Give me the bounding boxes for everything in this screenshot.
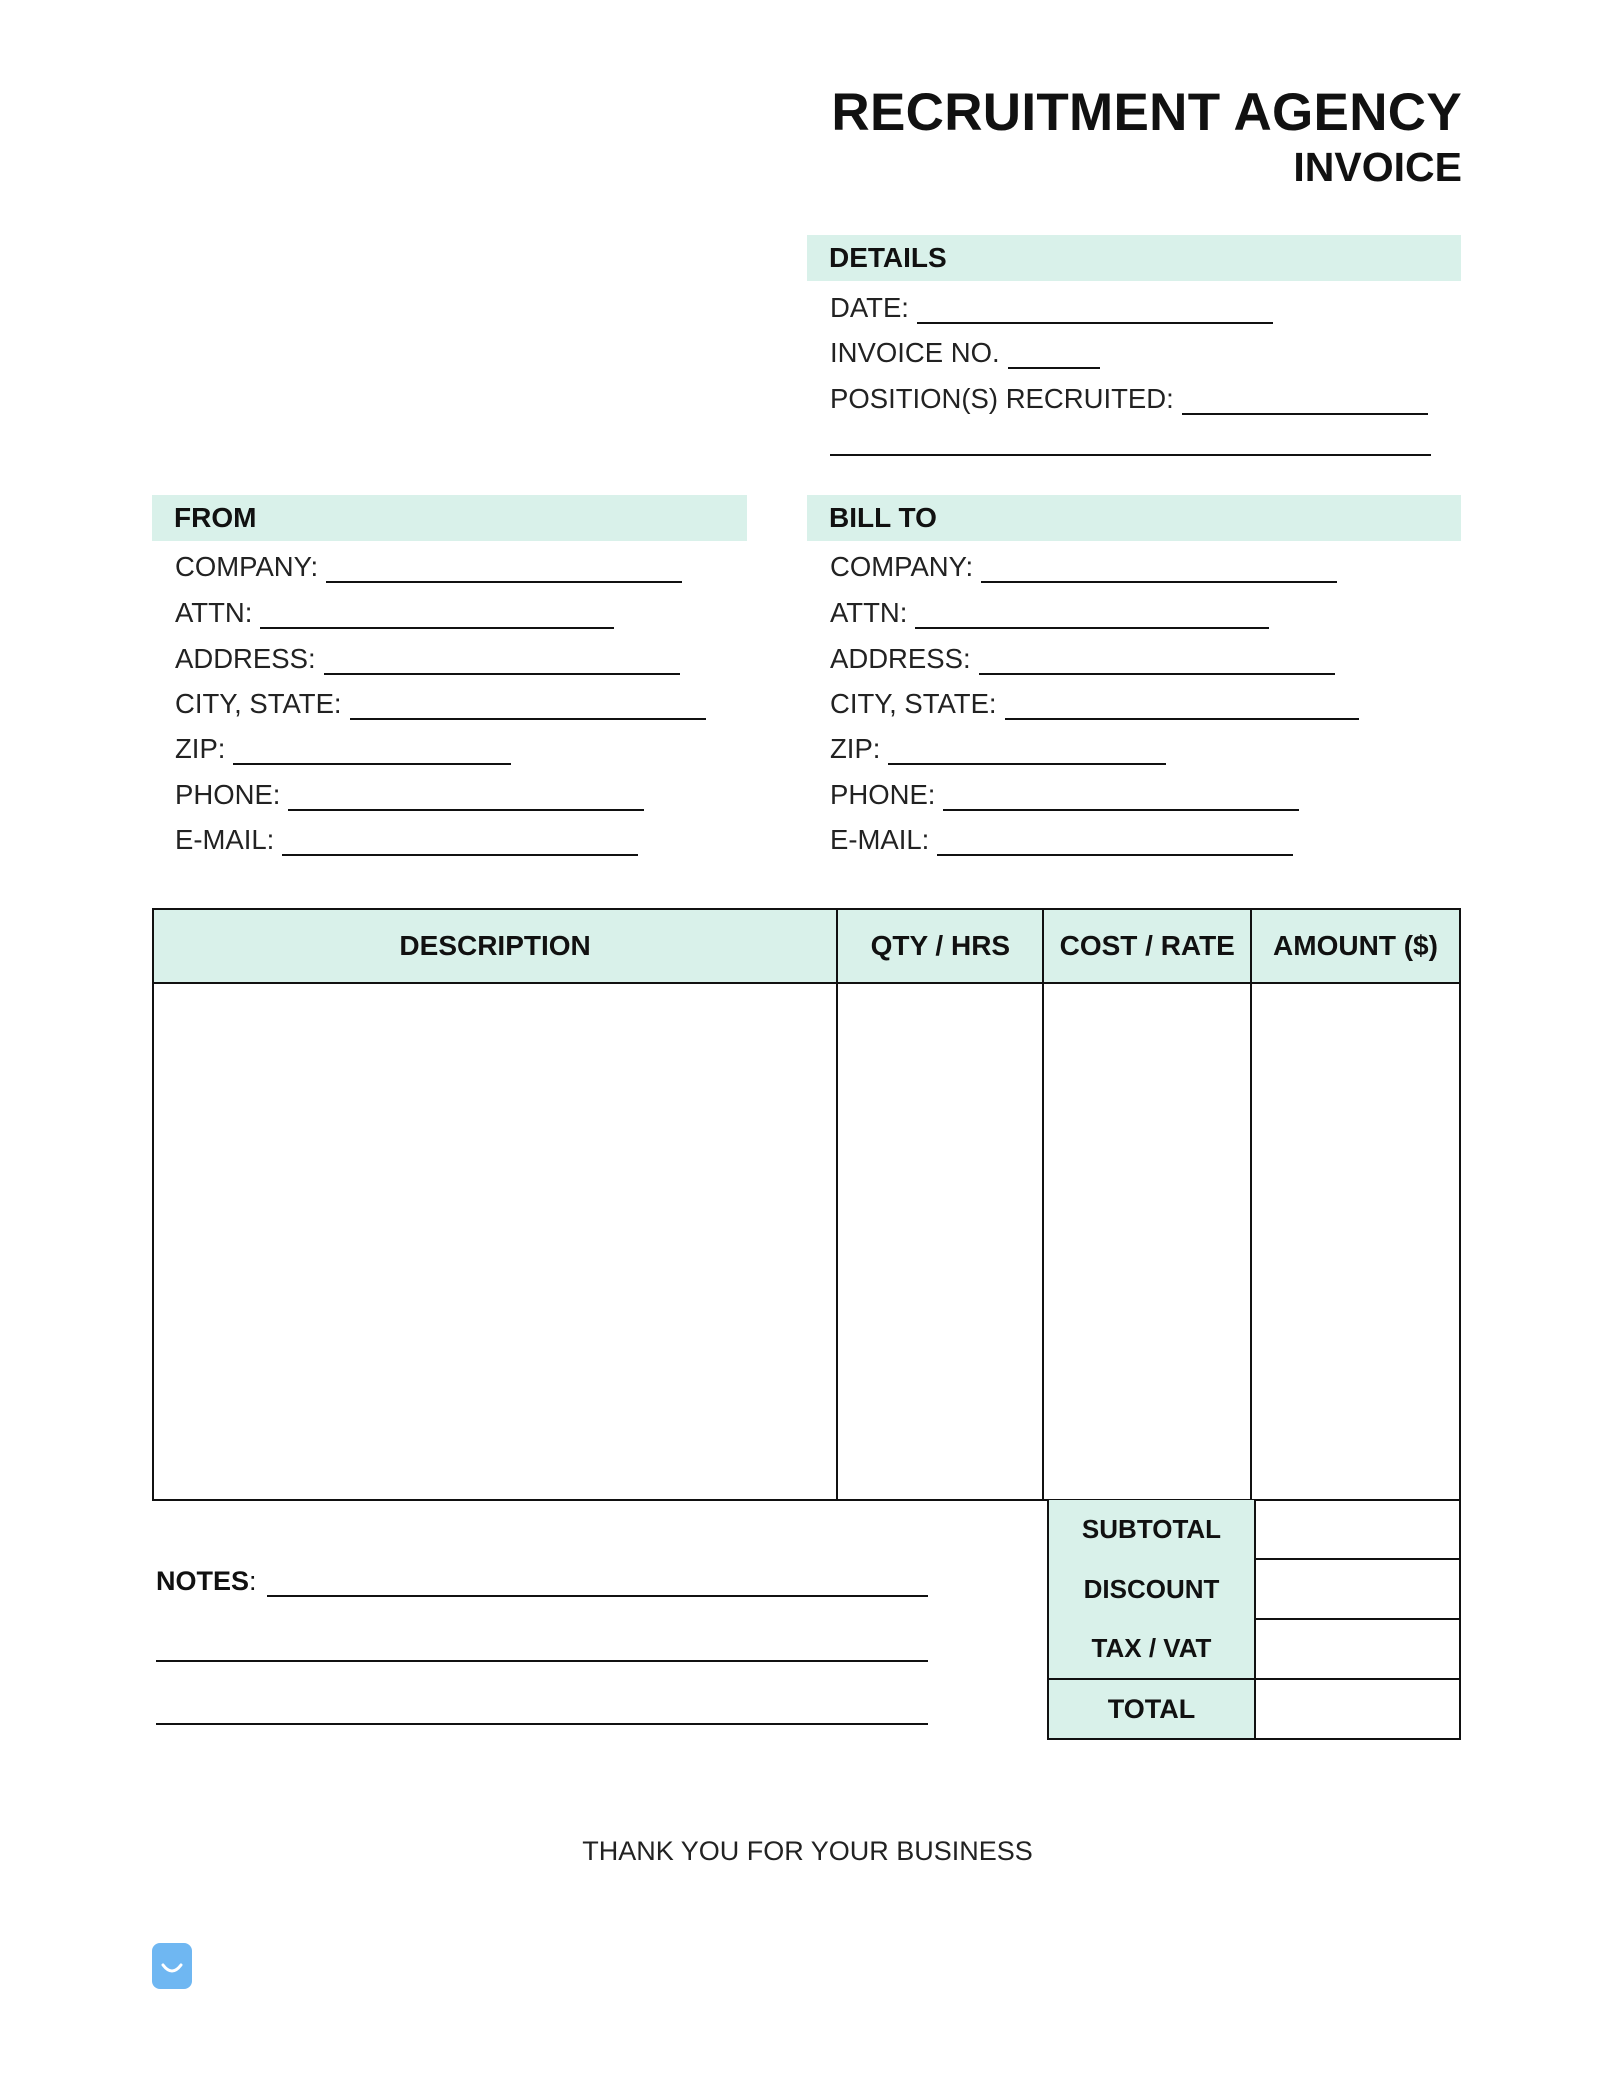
bill-to-city-state-field[interactable] [830,680,1359,720]
thank-you-message: THANK YOU FOR YOUR BUSINESS [582,1836,1033,1866]
from-city-state-line[interactable] [350,690,706,720]
subtotal-row [1048,1500,1460,1559]
smile-logo-icon [152,1943,192,1989]
positions-label: POSITION(S) RECRUITED: [830,383,1174,414]
positions-line[interactable] [1182,385,1428,415]
total-row [1048,1679,1460,1739]
from-attn-line[interactable] [260,599,614,629]
invoice-no-field[interactable] [830,329,1100,369]
from-zip-label: ZIP: [175,733,226,764]
from-address-label: ADDRESS: [175,643,316,674]
notes-line-3[interactable] [156,1723,928,1725]
bill-to-heading: BILL TO [807,495,1461,541]
total-value[interactable] [1255,1679,1460,1739]
date-line[interactable] [917,294,1273,324]
bill-to-city-state-line[interactable] [1005,690,1359,720]
from-address-field[interactable] [175,635,680,675]
total-label: TOTAL [1048,1679,1255,1739]
invoice-no-line[interactable] [1008,339,1100,369]
notes-label: NOTES [156,1566,250,1596]
column-header-description: DESCRIPTION [153,909,837,983]
from-zip-field[interactable] [175,725,511,765]
bill-to-attn-label: ATTN: [830,597,908,628]
amount-cell[interactable] [1251,983,1460,1500]
column-header-cost: COST / RATE [1043,909,1250,983]
from-heading: FROM [152,495,747,541]
document-subtitle: INVOICE [1293,144,1462,190]
notes-colon: : [249,1566,257,1596]
bill-to-address-label: ADDRESS: [830,643,971,674]
from-city-state-field[interactable] [175,680,706,720]
details-heading: DETAILS [807,235,1461,281]
cost-cell[interactable] [1043,983,1250,1500]
bill-to-email-line[interactable] [937,826,1293,856]
invoice-no-label: INVOICE NO. [830,337,1000,368]
items-header-row [153,909,1460,983]
discount-label: DISCOUNT [1048,1559,1255,1619]
tax-label: TAX / VAT [1048,1619,1255,1679]
from-email-field[interactable] [175,816,638,856]
from-company-label: COMPANY: [175,551,319,582]
bill-to-address-field[interactable] [830,635,1335,675]
from-email-line[interactable] [282,826,638,856]
discount-value[interactable] [1255,1559,1460,1619]
notes-line-1[interactable] [267,1571,928,1597]
tax-row [1048,1619,1460,1679]
from-attn-label: ATTN: [175,597,253,628]
bill-to-address-line[interactable] [979,645,1335,675]
from-attn-field[interactable] [175,589,614,629]
positions-field[interactable] [830,375,1428,415]
from-address-line[interactable] [324,645,680,675]
bill-to-company-field[interactable] [830,543,1337,583]
notes-field[interactable] [156,1566,928,1597]
column-header-qty: QTY / HRS [837,909,1043,983]
discount-row [1048,1559,1460,1619]
totals-table [1047,1500,1461,1740]
bill-to-email-field[interactable] [830,816,1293,856]
bill-to-phone-field[interactable] [830,771,1299,811]
bill-to-attn-line[interactable] [915,599,1269,629]
subtotal-value[interactable] [1255,1500,1460,1559]
bill-to-zip-line[interactable] [888,735,1166,765]
document-title: RECRUITMENT AGENCY [831,83,1462,142]
tax-value[interactable] [1255,1619,1460,1679]
bill-to-city-state-label: CITY, STATE: [830,688,997,719]
bill-to-zip-field[interactable] [830,725,1166,765]
notes-line-2[interactable] [156,1660,928,1662]
positions-line-2[interactable] [830,454,1431,456]
qty-cell[interactable] [837,983,1043,1500]
bill-to-company-line[interactable] [981,553,1337,583]
description-cell[interactable] [153,983,837,1500]
column-header-amount: AMOUNT ($) [1251,909,1460,983]
bill-to-company-label: COMPANY: [830,551,974,582]
from-phone-label: PHONE: [175,779,281,810]
from-email-label: E-MAIL: [175,824,275,855]
date-label: DATE: [830,292,909,323]
bill-to-phone-label: PHONE: [830,779,936,810]
from-company-field[interactable] [175,543,682,583]
from-phone-line[interactable] [288,781,644,811]
items-table [152,908,1461,1501]
bill-to-phone-line[interactable] [943,781,1299,811]
items-body-row [153,983,1460,1500]
bill-to-email-label: E-MAIL: [830,824,930,855]
bill-to-attn-field[interactable] [830,589,1269,629]
subtotal-label: SUBTOTAL [1048,1500,1255,1559]
from-company-line[interactable] [326,553,682,583]
from-city-state-label: CITY, STATE: [175,688,342,719]
from-zip-line[interactable] [233,735,511,765]
from-phone-field[interactable] [175,771,644,811]
bill-to-zip-label: ZIP: [830,733,881,764]
date-field[interactable] [830,284,1273,324]
